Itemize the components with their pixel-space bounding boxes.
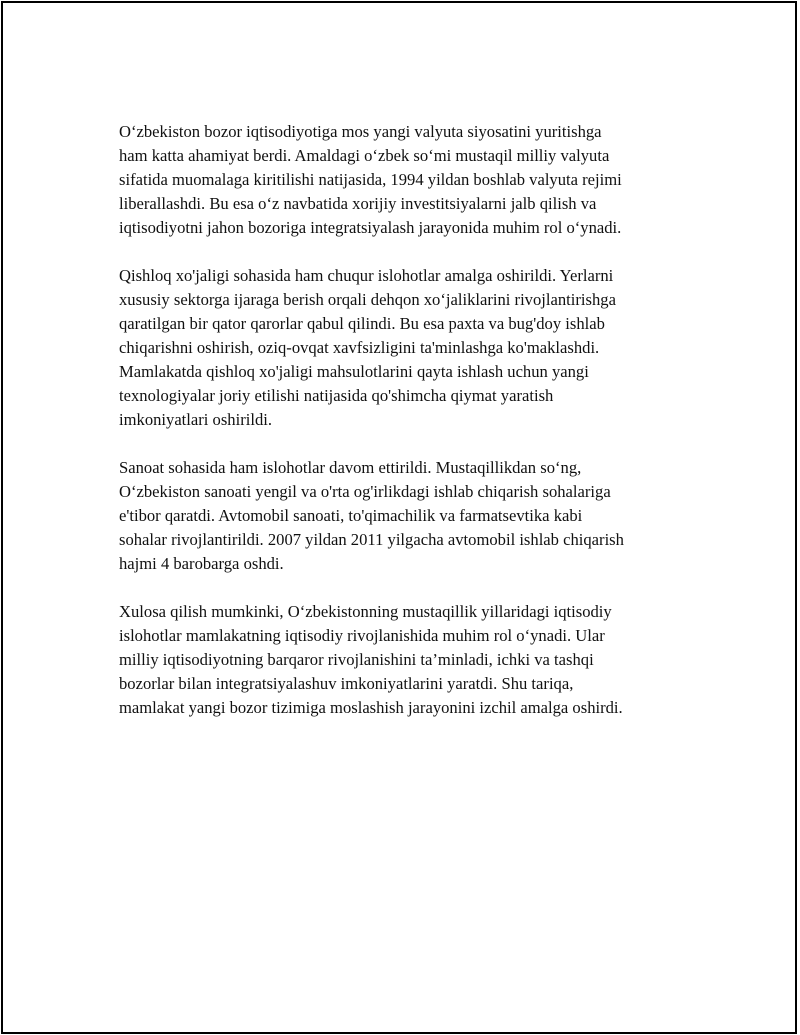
document-page: [1, 1, 797, 1034]
paragraph-currency-policy: [119, 120, 689, 240]
text-line: Sanoat sohasida ham islohotlar davom ettirildi. Mustaqillikdan so‘ng,: [119, 458, 582, 477]
text-line: milliy iqtisodiyotning barqaror rivojlanishini ta’minladi, ichki va tashqi: [119, 650, 594, 669]
text-line: xususiy sektorga ijaraga berish orqali dehqon xo‘jaliklarini rivojlantirishga: [119, 290, 616, 309]
text-line: sohalar rivojlantirildi. 2007 yildan 2011 yilgacha avtomobil ishlab chiqarish: [119, 530, 624, 549]
text-line: e'tibor qaratdi. Avtomobil sanoati, to'qimachilik va farmatsevtika kabi: [119, 506, 583, 525]
paragraph-conclusion: [119, 600, 689, 720]
text-line: hajmi 4 barobarga oshdi.: [119, 554, 284, 573]
text-line: iqtisodiyotni jahon bozoriga integratsiyalash jarayonida muhim rol o‘ynadi.: [119, 218, 622, 237]
text-line: qaratilgan bir qator qarorlar qabul qilindi. Bu esa paxta va bug'doy ishlab: [119, 314, 605, 333]
text-line: Qishloq xo'jaligi sohasida ham chuqur islohotlar amalga oshirildi. Yerlarni: [119, 266, 614, 285]
text-line: mamlakat yangi bozor tizimiga moslashish jarayonini izchil amalga oshirdi.: [119, 698, 623, 717]
text-line: ham katta ahamiyat berdi. Amaldagi o‘zbek so‘mi mustaqil milliy valyuta: [119, 146, 610, 165]
text-line: O‘zbekiston sanoati yengil va o'rta og'irlikdagi ishlab chiqarish sohalariga: [119, 482, 611, 501]
text-line: Mamlakatda qishloq xo'jaligi mahsulotlarini qayta ishlash uchun yangi: [119, 362, 589, 381]
paragraph-agriculture: [119, 264, 689, 432]
paragraph-industry: [119, 456, 689, 576]
text-line: O‘zbekiston bozor iqtisodiyotiga mos yangi valyuta siyosatini yuritishga: [119, 122, 602, 141]
text-line: Xulosa qilish mumkinki, O‘zbekistonning mustaqillik yillaridagi iqtisodiy: [119, 602, 612, 621]
text-line: texnologiyalar joriy etilishi natijasida qo'shimcha qiymat yaratish: [119, 386, 554, 405]
text-line: islohotlar mamlakatning iqtisodiy rivojlanishida muhim rol o‘ynadi. Ular: [119, 626, 605, 645]
document-body: [119, 120, 689, 744]
text-line: bozorlar bilan integratsiyalashuv imkoniyatlarini yaratdi. Shu tariqa,: [119, 674, 574, 693]
text-line: chiqarishni oshirish, oziq-ovqat xavfsizligini ta'minlashga ko'maklashdi.: [119, 338, 600, 357]
text-line: liberallashdi. Bu esa o‘z navbatida xorijiy investitsiyalarni jalb qilish va: [119, 194, 597, 213]
text-line: sifatida muomalaga kiritilishi natijasida, 1994 yildan boshlab valyuta rejimi: [119, 170, 622, 189]
text-line: imkoniyatlari oshirildi.: [119, 410, 273, 429]
